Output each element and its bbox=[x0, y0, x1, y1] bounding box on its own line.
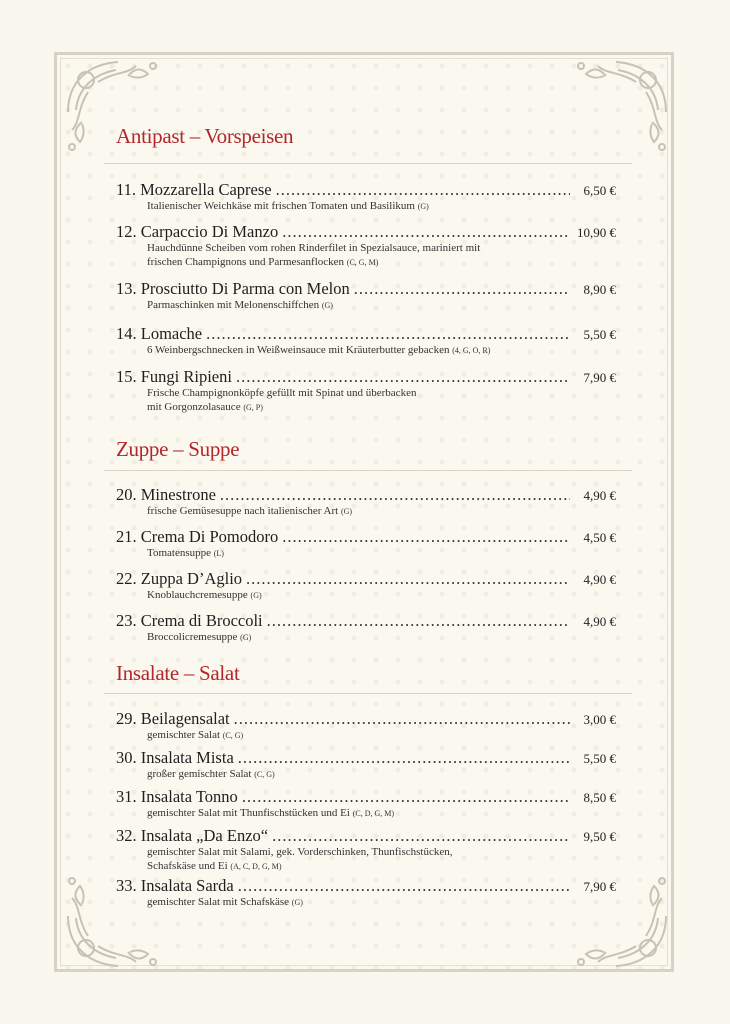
dot-leader bbox=[242, 787, 570, 807]
item-name: 20. Minestrone bbox=[116, 485, 216, 504]
item-price: 9,50 € bbox=[583, 829, 616, 844]
menu-item bbox=[116, 876, 616, 910]
item-price: 4,90 € bbox=[583, 572, 616, 587]
dot-leader bbox=[267, 611, 570, 631]
dot-leader bbox=[238, 876, 570, 896]
menu-item bbox=[116, 279, 616, 313]
section-title: Insalate – Salat bbox=[116, 661, 240, 685]
item-name: 11. Mozzarella Caprese bbox=[116, 180, 272, 199]
dot-leader bbox=[282, 527, 570, 547]
menu-item bbox=[116, 826, 616, 874]
item-name: 33. Insalata Sarda bbox=[116, 876, 234, 895]
item-name: 30. Insalata Mista bbox=[116, 748, 234, 767]
item-price: 4,90 € bbox=[583, 614, 616, 629]
ornament-corner-icon bbox=[58, 856, 178, 976]
dot-leader bbox=[234, 709, 570, 729]
allergen-codes: (4, G, O, R) bbox=[452, 346, 491, 355]
allergen-codes: (C, G, M) bbox=[346, 258, 379, 267]
menu-item bbox=[116, 222, 616, 270]
section-divider bbox=[104, 470, 632, 471]
item-price: 8,50 € bbox=[583, 790, 616, 805]
item-price: 4,90 € bbox=[583, 488, 616, 503]
item-description: Frische Champignonköpfe gefüllt mit Spinat und überbacken mit Gorgonzolasauce (G, P) bbox=[147, 387, 417, 413]
item-name: 12. Carpaccio Di Manzo bbox=[116, 222, 279, 241]
allergen-codes: (C, G) bbox=[222, 731, 244, 740]
dot-leader bbox=[272, 826, 570, 846]
allergen-codes: (G, P) bbox=[243, 403, 263, 412]
item-name: 23. Crema di Broccoli bbox=[116, 611, 263, 630]
item-description: gemischter Salat mit Thunfischstücken und Ei (C, D, G, M) bbox=[147, 807, 395, 819]
item-description: Broccolicremesuppe (G) bbox=[147, 631, 252, 643]
item-name: 22. Zuppa D’Aglio bbox=[116, 569, 243, 588]
menu-item bbox=[116, 709, 616, 743]
item-price: 8,90 € bbox=[583, 282, 616, 297]
item-description: Italienischer Weichkäse mit frischen Tomaten und Basilikum (G) bbox=[147, 200, 429, 212]
item-price: 5,50 € bbox=[583, 327, 616, 342]
item-description: gemischter Salat (C, G) bbox=[147, 729, 244, 741]
item-name: 13. Prosciutto Di Parma con Melon bbox=[116, 279, 350, 298]
menu-item bbox=[116, 748, 616, 782]
allergen-codes: (C, D, G, M) bbox=[352, 809, 395, 818]
item-name: 32. Insalata „Da Enzo“ bbox=[116, 826, 269, 845]
item-price: 5,50 € bbox=[583, 751, 616, 766]
section-divider bbox=[104, 163, 632, 164]
item-price: 7,90 € bbox=[583, 879, 616, 894]
menu-item bbox=[116, 611, 616, 645]
allergen-codes: (G) bbox=[250, 591, 262, 600]
section-title: Zuppe – Suppe bbox=[116, 437, 240, 461]
item-name: 29. Beilagensalat bbox=[116, 709, 230, 728]
item-description: großer gemischter Salat (C, G) bbox=[147, 768, 275, 780]
dot-leader bbox=[220, 485, 570, 505]
item-name: 31. Insalata Tonno bbox=[116, 787, 238, 806]
menu-item bbox=[116, 485, 616, 519]
allergen-codes: (G) bbox=[417, 202, 429, 211]
item-name: 21. Crema Di Pomodoro bbox=[116, 527, 279, 546]
item-price: 3,00 € bbox=[583, 712, 616, 727]
item-price: 4,50 € bbox=[583, 530, 616, 545]
allergen-codes: (G) bbox=[291, 898, 303, 907]
menu-item bbox=[116, 324, 616, 358]
section-divider bbox=[104, 693, 632, 694]
menu-item bbox=[116, 527, 616, 561]
ornament-corner-icon bbox=[58, 52, 178, 172]
item-description: 6 Weinbergschnecken in Weißweinsauce mit Kräuterbutter gebacken (4, G, O, R) bbox=[147, 344, 491, 356]
dot-leader bbox=[238, 748, 570, 768]
item-description: Hauchdünne Scheiben vom rohen Rinderfilet in Spezialsauce, mariniert mit frischen Champignons und Parmesanflocken (C, G, M) bbox=[147, 242, 481, 268]
dot-leader bbox=[276, 180, 570, 200]
ornament-corner-icon bbox=[556, 856, 676, 976]
ornament-corner-icon bbox=[556, 52, 676, 172]
menu-item bbox=[116, 367, 616, 415]
allergen-codes: (G) bbox=[321, 301, 333, 310]
item-description: Tomatensuppe (L) bbox=[147, 547, 224, 559]
item-description: Parmaschinken mit Melonenschiffchen (G) bbox=[147, 299, 333, 311]
item-price: 6,50 € bbox=[583, 183, 616, 198]
item-description: gemischter Salat mit Schafskäse (G) bbox=[147, 896, 303, 908]
allergen-codes: (G) bbox=[340, 507, 353, 516]
item-description: Knoblauchcremesuppe (G) bbox=[147, 589, 262, 601]
item-description: frische Gemüsesuppe nach italienischer Art (G) bbox=[147, 505, 353, 517]
allergen-codes: (G) bbox=[240, 633, 252, 642]
menu-item bbox=[116, 569, 616, 603]
menu-item bbox=[116, 180, 616, 214]
item-name: 14. Lomache bbox=[116, 324, 203, 343]
item-name: 15. Fungi Ripieni bbox=[116, 367, 232, 386]
allergen-codes: (L) bbox=[213, 549, 224, 558]
menu-item bbox=[116, 787, 616, 821]
dot-leader bbox=[246, 569, 570, 589]
allergen-codes: (C, G) bbox=[254, 770, 275, 779]
dot-leader bbox=[236, 367, 570, 387]
allergen-codes: (A, C, D, G, M) bbox=[230, 862, 282, 871]
item-description: gemischter Salat mit Salami, gek. Vorderschinken, Thunfischstücken, Schafskäse und Ei (A, C, D, G, M) bbox=[147, 846, 453, 872]
item-price: 10,90 € bbox=[577, 225, 616, 240]
dot-leader bbox=[282, 222, 570, 242]
section-title: Antipast – Vorspeisen bbox=[116, 124, 294, 148]
dot-leader bbox=[354, 279, 570, 299]
item-price: 7,90 € bbox=[583, 370, 616, 385]
dot-leader bbox=[206, 324, 570, 344]
